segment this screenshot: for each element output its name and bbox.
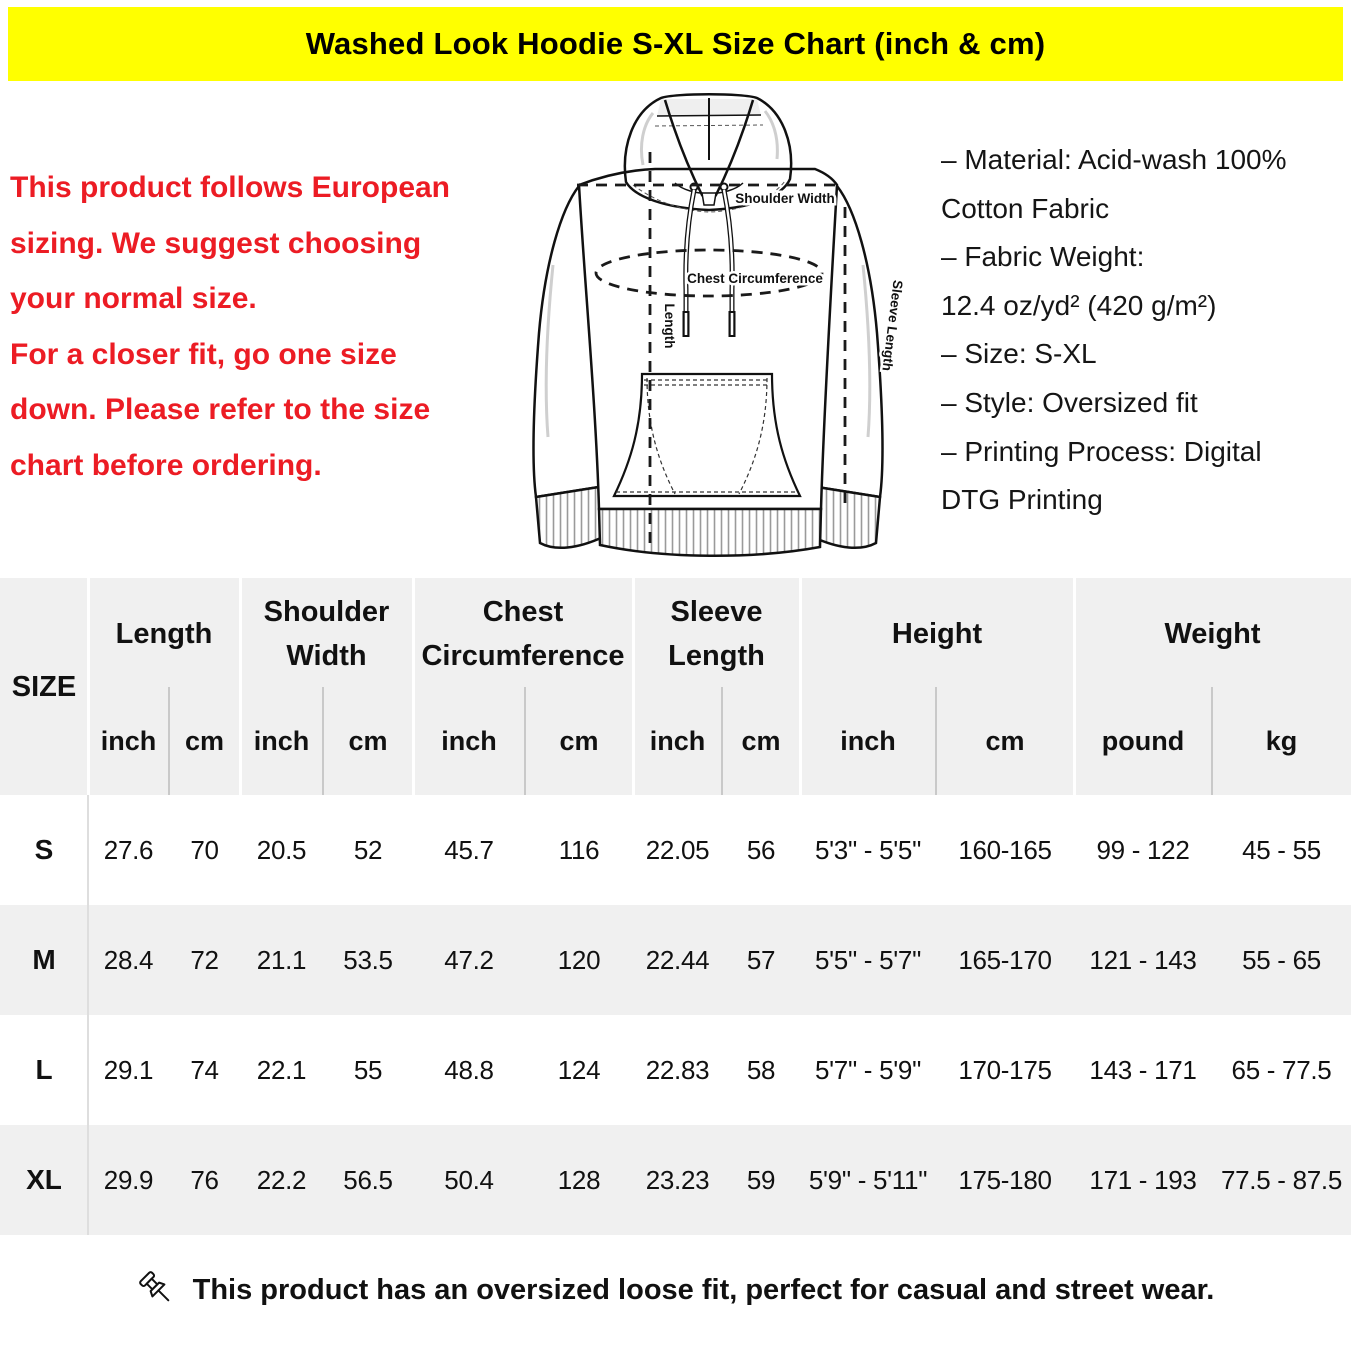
header-group-separator (632, 578, 635, 795)
unit-header: kg (1265, 725, 1298, 756)
length-label: Length (662, 303, 677, 349)
size-value-cell: 99 - 122 (1096, 834, 1190, 865)
header-group-separator (799, 578, 802, 795)
hoodie-diagram (515, 85, 955, 575)
kangaroo-pocket (614, 374, 800, 496)
size-chart-table (0, 578, 1351, 1235)
shoulder-width-label: Shoulder Width (735, 191, 835, 206)
size-value-cell: 5'3" - 5'5" (814, 834, 922, 865)
size-value-cell: 58 (746, 1054, 776, 1085)
hem-band (599, 509, 821, 556)
size-value-cell: 124 (557, 1054, 601, 1085)
size-value-cell: 21.1 (256, 944, 307, 975)
hoodie-sketch (515, 85, 955, 575)
size-value-cell: 175-180 (958, 1164, 1052, 1195)
unit-header: cm (559, 725, 599, 756)
size-value-cell: 72 (190, 944, 219, 975)
header-unit-separator (721, 687, 723, 795)
size-value-cell: 27.6 (103, 834, 154, 865)
column-group-header-line: Circumference (421, 640, 625, 672)
size-value-cell: 22.44 (645, 944, 710, 975)
header-unit-separator (1211, 687, 1213, 795)
header-unit-separator (935, 687, 937, 795)
size-value-cell: 76 (190, 1164, 219, 1195)
sleeve-length-label: Sleeve Length (879, 279, 906, 372)
footer-note-text: This product has an oversized loose fit, perfect for casual and street wear. (192, 1273, 1215, 1306)
column-group-header-line: Length (115, 618, 213, 650)
size-row-label: M (32, 944, 56, 975)
column-group-header-line: Sleeve (670, 596, 763, 628)
unit-header: pound (1101, 725, 1185, 756)
product-detail-line: 12.4 oz/yd² (420 g/m²) (941, 289, 1217, 321)
size-value-cell: 28.4 (103, 944, 154, 975)
unit-header: cm (348, 725, 388, 756)
product-detail-line: – Size: S-XL (941, 338, 1097, 370)
product-detail-line: – Fabric Weight: (941, 241, 1145, 273)
column-group-header (633, 578, 800, 690)
header-unit-separator (322, 687, 324, 795)
size-value-cell: 171 - 193 (1089, 1164, 1197, 1195)
sizing-note-line: This product follows European (10, 171, 451, 204)
size-value-cell: 55 (353, 1054, 383, 1085)
column-group-header (413, 578, 633, 690)
size-value-cell: 116 (558, 834, 600, 865)
unit-header: inch (649, 725, 706, 756)
product-detail-line: – Material: Acid-wash 100% (941, 144, 1287, 175)
unit-header: inch (840, 725, 896, 756)
column-group-header (88, 578, 240, 690)
unit-header: inch (253, 725, 310, 756)
size-value-cell: 22.1 (256, 1054, 307, 1085)
product-detail-line: – Style: Oversized fit (941, 386, 1198, 418)
column-group-header (1074, 578, 1351, 690)
sizing-note-line: For a closer fit, go one size (10, 337, 397, 371)
column-group-header (240, 578, 413, 690)
size-value-cell: 74 (190, 1054, 219, 1085)
footer-note (0, 1255, 1351, 1325)
chest-circumference-label: Chest Circumference (687, 271, 823, 286)
size-value-cell: 5'9" - 5'11" (808, 1164, 928, 1195)
product-detail-line: DTG Printing (941, 484, 1103, 516)
size-row-label: S (34, 834, 54, 865)
column-group-header-line: Weight (1164, 618, 1261, 650)
header-group-separator (87, 578, 90, 795)
sizing-note-line: your normal size. (10, 282, 257, 315)
product-details (941, 136, 1349, 525)
size-value-cell: 29.9 (103, 1164, 154, 1195)
header-unit-separator (524, 687, 526, 795)
size-value-cell: 48.8 (444, 1054, 494, 1085)
size-value-cell: 121 - 143 (1089, 944, 1197, 975)
size-value-cell: 56 (746, 834, 776, 865)
column-group-header-line: Length (668, 640, 765, 672)
column-group-header-line: Chest (482, 596, 564, 628)
size-value-cell: 160-165 (958, 834, 1052, 865)
size-value-cell: 22.2 (256, 1164, 307, 1195)
header-group-separator (1073, 578, 1076, 795)
column-group-header (800, 578, 1074, 690)
header-group-separator (412, 578, 415, 795)
title-banner (8, 7, 1343, 81)
size-value-cell: 50.4 (444, 1164, 494, 1195)
size-row-label: XL (26, 1164, 62, 1195)
column-group-header-line: Shoulder (263, 596, 390, 628)
size-value-cell: 120 (557, 944, 601, 975)
size-value-cell: 128 (557, 1164, 601, 1195)
size-value-cell: 5'7" - 5'9" (814, 1054, 922, 1085)
size-value-cell: 53.5 (343, 944, 393, 975)
sizing-note-line: sizing. We suggest choosing (10, 226, 422, 260)
sizing-note-line: chart before ordering. (10, 448, 322, 482)
page-title: Washed Look Hoodie S-XL Size Chart (inch & cm) (305, 26, 1046, 61)
size-corner-header: SIZE (11, 670, 77, 703)
left-cuff (536, 487, 603, 548)
size-value-cell: 59 (746, 1164, 776, 1195)
size-value-cell: 77.5 - 87.5 (1220, 1164, 1342, 1195)
size-value-cell: 29.1 (103, 1054, 154, 1085)
size-value-cell: 20.5 (256, 834, 307, 865)
size-value-cell: 47.2 (444, 944, 494, 975)
size-row-label: L (35, 1054, 53, 1085)
size-value-cell: 55 - 65 (1242, 944, 1321, 975)
size-value-cell: 45 - 55 (1242, 834, 1321, 865)
unit-header: inch (441, 725, 497, 756)
unit-header: cm (985, 725, 1025, 756)
sizing-note-line: down. Please refer to the size (10, 393, 431, 426)
column-group-header-line: Width (286, 640, 367, 672)
right-eyelet (721, 184, 728, 191)
size-value-cell: 165-170 (958, 944, 1052, 975)
size-value-cell: 70 (190, 834, 219, 865)
size-value-cell: 57 (746, 944, 776, 975)
unit-header: cm (184, 725, 225, 756)
unit-header: inch (100, 725, 157, 756)
header-unit-separator (168, 687, 170, 795)
product-detail-line: – Printing Process: Digital (941, 435, 1262, 467)
size-value-cell: 170-175 (958, 1054, 1052, 1085)
header-group-separator (239, 578, 242, 795)
placket (702, 193, 716, 205)
sizing-note (10, 160, 535, 493)
right-cuff (813, 487, 880, 548)
column-group-header-line: Height (891, 618, 983, 650)
pushpin-icon (137, 1269, 177, 1311)
unit-header: cm (741, 725, 781, 756)
size-value-cell: 65 - 77.5 (1231, 1054, 1332, 1085)
size-value-cell: 56.5 (343, 1164, 393, 1195)
size-value-cell: 143 - 171 (1089, 1054, 1197, 1085)
size-value-cell: 22.83 (645, 1054, 710, 1085)
size-value-cell: 23.23 (645, 1164, 710, 1195)
product-detail-line: Cotton Fabric (941, 192, 1110, 224)
size-value-cell: 52 (353, 834, 383, 865)
size-value-cell: 45.7 (444, 834, 494, 865)
size-value-cell: 5'5" - 5'7" (814, 944, 922, 975)
size-value-cell: 22.05 (645, 834, 710, 865)
